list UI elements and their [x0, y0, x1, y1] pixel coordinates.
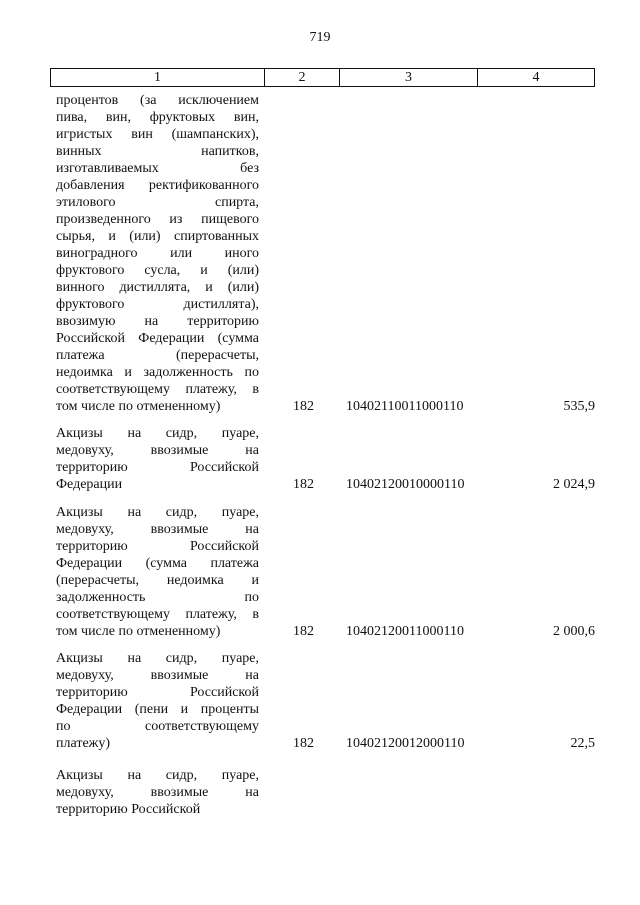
description-line: соответствующему платежу, в [56, 607, 259, 622]
budget-classification-code: 10402120011000110 [346, 624, 464, 639]
amount: 2 000,6 [553, 624, 595, 639]
description-line: ввозимую на территорию [56, 314, 259, 329]
description-line: фруктового дистиллята), [56, 297, 259, 312]
description-line: территорию Российской [56, 539, 259, 554]
description-line: Российской Федерации (сумма [56, 331, 259, 346]
admin-code: 182 [293, 399, 314, 414]
row-description [56, 504, 259, 640]
description-line: медовуху, ввозимые на [56, 785, 259, 800]
row-description [56, 425, 259, 493]
description-line: игристых вин (шампанских), [56, 127, 259, 142]
description-line: (перерасчеты, недоимка и [56, 573, 259, 588]
description-line: Федерации (сумма платежа [56, 556, 259, 571]
description-line: пива, вин, фруктовых вин, [56, 110, 259, 125]
description-line: Акцизы на сидр, пуаре, [56, 651, 259, 666]
description-line: Федерации (пени и проценты [56, 702, 259, 717]
description-line: медовуху, ввозимые на [56, 668, 259, 683]
admin-code: 182 [293, 477, 314, 492]
description-line: Акцизы на сидр, пуаре, [56, 426, 259, 441]
description-line: добавления ректификованного [56, 178, 259, 193]
description-line: соответствующему платежу, в [56, 382, 259, 397]
description-line: том числе по отмененному) [56, 399, 221, 414]
description-line: территорию Российской [56, 802, 201, 817]
description-line: фруктового сусла, и (или) [56, 263, 259, 278]
description-line: винного дистиллята, и (или) [56, 280, 259, 295]
description-line: территорию Российской [56, 460, 259, 475]
description-line: изготавливаемых без [56, 161, 259, 176]
admin-code: 182 [293, 624, 314, 639]
row-description [56, 650, 259, 752]
table-row [56, 650, 595, 752]
budget-classification-code: 10402120010000110 [346, 477, 465, 492]
description-line: виноградного или иного [56, 246, 259, 261]
amount: 22,5 [570, 736, 595, 751]
description-line: платежа (перерасчеты, [56, 348, 259, 363]
description-line: задолженность по [56, 590, 259, 605]
description-line: сырья, и (или) спиртованных [56, 229, 259, 244]
row-description [56, 92, 259, 415]
amount: 535,9 [563, 399, 595, 414]
description-line: Акцизы на сидр, пуаре, [56, 505, 259, 520]
description-line: медовуху, ввозимые на [56, 522, 259, 537]
description-line: платежу) [56, 736, 110, 751]
description-line: недоимка и задолженность по [56, 365, 259, 380]
column-header-2: 2 [264, 69, 339, 86]
description-line: Акцизы на сидр, пуаре, [56, 768, 259, 783]
description-line: медовуху, ввозимые на [56, 443, 259, 458]
description-line: произведенного из пищевого [56, 212, 259, 227]
table-row [56, 425, 595, 493]
budget-classification-code: 10402120012000110 [346, 736, 465, 751]
table-row [56, 767, 595, 818]
description-line: этилового спирта, [56, 195, 259, 210]
row-description [56, 767, 259, 818]
amount: 2 024,9 [553, 477, 595, 492]
table-row [56, 92, 595, 415]
table-header [50, 68, 595, 87]
column-header-4: 4 [477, 69, 594, 86]
description-line: по соответствующему [56, 719, 259, 734]
description-line: винных напитков, [56, 144, 259, 159]
page-number: 719 [309, 30, 331, 45]
column-header-1: 1 [154, 70, 161, 85]
description-line: том числе по отмененному) [56, 624, 221, 639]
column-header-3: 3 [339, 69, 477, 86]
description-line: процентов (за исключением [56, 93, 259, 108]
budget-classification-code: 10402110011000110 [346, 399, 464, 414]
admin-code: 182 [293, 736, 314, 751]
table-row [56, 504, 595, 640]
description-line: территорию Российской [56, 685, 259, 700]
description-line: Федерации [56, 477, 123, 492]
